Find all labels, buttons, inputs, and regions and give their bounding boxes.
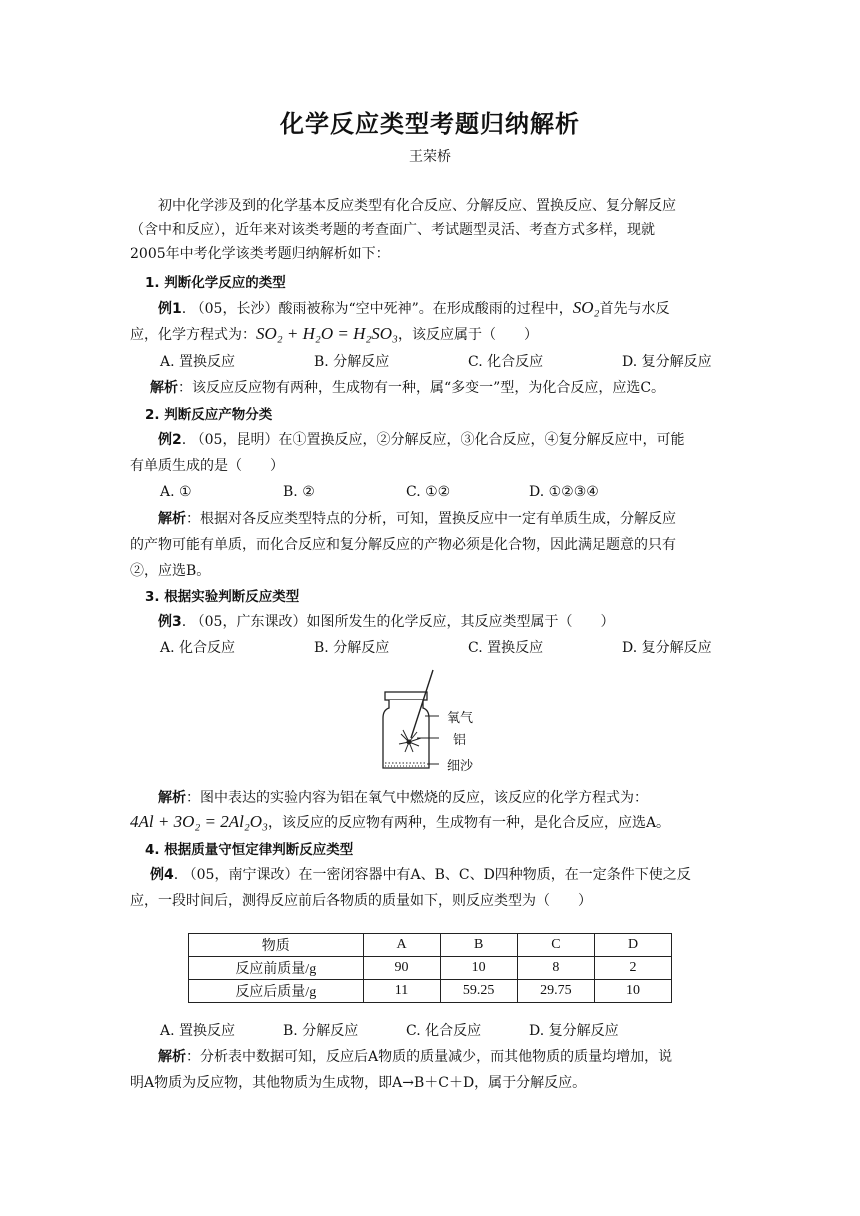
author-name: 王荣桥 (409, 149, 451, 165)
intro-line-2: （含中和反应），近年来对该类考题的考查面广、考试题型灵活、考查方式多样，现就 (130, 222, 655, 238)
example-1-question: ，该反应属于（ ） (397, 327, 538, 343)
answer-2-label: 解析 (158, 511, 186, 527)
example-2-label: 例2 (158, 432, 182, 448)
jar-lid (385, 692, 427, 700)
table-cell: 11 (363, 980, 440, 1003)
table-header-cell: C (517, 934, 594, 957)
table-header-row (189, 934, 672, 957)
answer-2-text: ：根据对各反应类型特点的分析，可知，置换反应中一定有单质生成，分解反应 (186, 511, 676, 527)
example-1-options (160, 350, 740, 374)
example-3-options (160, 636, 740, 660)
label-sand: 细沙 (447, 759, 474, 774)
example-3-label: 例3 (158, 614, 182, 630)
mass-table (188, 933, 672, 1003)
table-header-cell: 物质 (189, 934, 364, 957)
example-3-line-1 (130, 610, 758, 634)
example-4-text: . （05，南宁课改）在一密闭容器中有A、B、C、D四种物质，在一定条件下使之反 (173, 867, 691, 883)
table-header-cell: D (595, 934, 672, 957)
table-cell: 2 (595, 957, 672, 980)
answer-4-text: ：分析表中数据可知，反应后A物质的质量减少，而其他物质的质量均增加，说 (186, 1049, 673, 1065)
example-1-label: 例1 (158, 301, 182, 317)
option-b: B. 分解反应 (314, 354, 390, 370)
option-a: A. ① (160, 484, 192, 500)
answer-4-label: 解析 (158, 1049, 186, 1065)
experiment-figure (375, 668, 495, 778)
option-b: B. 分解反应 (283, 1023, 359, 1039)
answer-2-line-2: 的产物可能有单质，而化合反应和复分解反应的产物必须是化合物，因此满足题意的只有 (130, 537, 676, 553)
option-d: D. 复分解反应 (529, 1023, 619, 1039)
label-aluminum: 铝 (453, 733, 467, 748)
gas-jar-diagram (375, 668, 495, 778)
option-a: A. 化合反应 (160, 640, 236, 656)
section-4-heading: 4. 根据质量守恒定律判断反应类型 (145, 842, 354, 858)
answer-2-line-1 (130, 507, 758, 531)
example-2-options (160, 480, 740, 504)
so2-formula: SO₂ (572, 298, 600, 317)
example-1-text: . （05，长沙）酸雨被称为“空中死神”。在形成酸雨的过程中， (181, 301, 573, 317)
section-2-heading: 2. 判断反应产物分类 (145, 407, 273, 423)
answer-2-line-3: ②，应选B。 (130, 563, 211, 579)
intro-line-3: 2005年中考化学该类考题归纳解析如下： (130, 246, 390, 262)
table-row (189, 957, 672, 980)
example-1-line-2 (130, 322, 730, 347)
table-cell: 90 (363, 957, 440, 980)
table-cell: 10 (440, 957, 517, 980)
option-c: C. 化合反应 (406, 1023, 482, 1039)
answer-3-text: ：图中表达的实验内容为铝在氧气中燃烧的反应，该反应的化学方程式为： (186, 790, 648, 806)
table-cell: 10 (595, 980, 672, 1003)
example-2-line-2: 有单质生成的是（ ） (130, 458, 284, 474)
answer-3-label: 解析 (158, 790, 186, 806)
label-oxygen: 氧气 (447, 711, 474, 726)
option-a: A. 置换反应 (160, 354, 236, 370)
example-3-text: . （05，广东课改）如图所发生的化学反应，其反应类型属于（ ） (181, 614, 615, 630)
option-b: B. ② (283, 484, 315, 500)
answer-3-text-cont: ，该反应的反应物有两种，生成物有一种，是化合反应，应选A。 (267, 815, 671, 831)
table-cell: 8 (517, 957, 594, 980)
option-d: D. 复分解反应 (622, 640, 712, 656)
example-1-eq-prefix: 应，化学方程式为： (130, 327, 256, 343)
example-1-equation: SO₂ + H₂O = H₂SO₃ (256, 324, 398, 343)
answer-3-line-2 (130, 810, 730, 835)
table-header-cell: B (440, 934, 517, 957)
answer-4-line-1 (130, 1045, 758, 1069)
option-c: C. 置换反应 (468, 640, 544, 656)
option-d: D. 复分解反应 (622, 354, 712, 370)
table-cell: 反应后质量/g (189, 980, 364, 1003)
example-4-line-2: 应，一段时间后，测得反应前后各物质的质量如下，则反应类型为（ ） (130, 893, 592, 909)
answer-4-line-2: 明A物质为反应物，其他物质为生成物，即A→B＋C＋D，属于分解反应。 (130, 1075, 587, 1091)
burning-point (407, 740, 412, 745)
table-header-cell: A (363, 934, 440, 957)
option-a: A. 置换反应 (160, 1023, 236, 1039)
section-1-heading: 1. 判断化学反应的类型 (145, 275, 286, 291)
option-c: C. 化合反应 (468, 354, 544, 370)
jar-body (383, 700, 429, 768)
example-4-options (160, 1019, 740, 1043)
table-cell: 反应前质量/g (189, 957, 364, 980)
example-2-text: . （05，昆明）在①置换反应，②分解反应，③化合反应，④复分解反应中，可能 (181, 432, 685, 448)
option-d: D. ①②③④ (529, 484, 599, 500)
table-row (189, 980, 672, 1003)
answer-3-line-1 (130, 786, 758, 810)
option-b: B. 分解反应 (314, 640, 390, 656)
table-cell: 59.25 (440, 980, 517, 1003)
document-title: 化学反应类型考题归纳解析 (280, 110, 580, 138)
example-4-line-1 (150, 863, 750, 887)
table-cell: 29.75 (517, 980, 594, 1003)
aluminum-equation: 4Al + 3O₂ = 2Al₂O₃ (130, 812, 268, 831)
section-3-heading: 3. 根据实验判断反应类型 (145, 589, 300, 605)
answer-1-label: 解析 (150, 380, 178, 396)
intro-line-1: 初中化学涉及到的化学基本反应类型有化合反应、分解反应、置换反应、复分解反应 (158, 198, 676, 214)
option-c: C. ①② (406, 484, 451, 500)
example-1-line-1 (130, 296, 758, 321)
answer-1 (150, 376, 750, 400)
answer-1-text: ：该反应反应物有两种，生成物有一种，属“多变一”型，为化合反应，应选C。 (178, 380, 666, 396)
example-2-line-1 (130, 428, 758, 452)
example-1-text-cont: 首先与水反 (599, 301, 670, 317)
example-4-label: 例4 (150, 867, 174, 883)
